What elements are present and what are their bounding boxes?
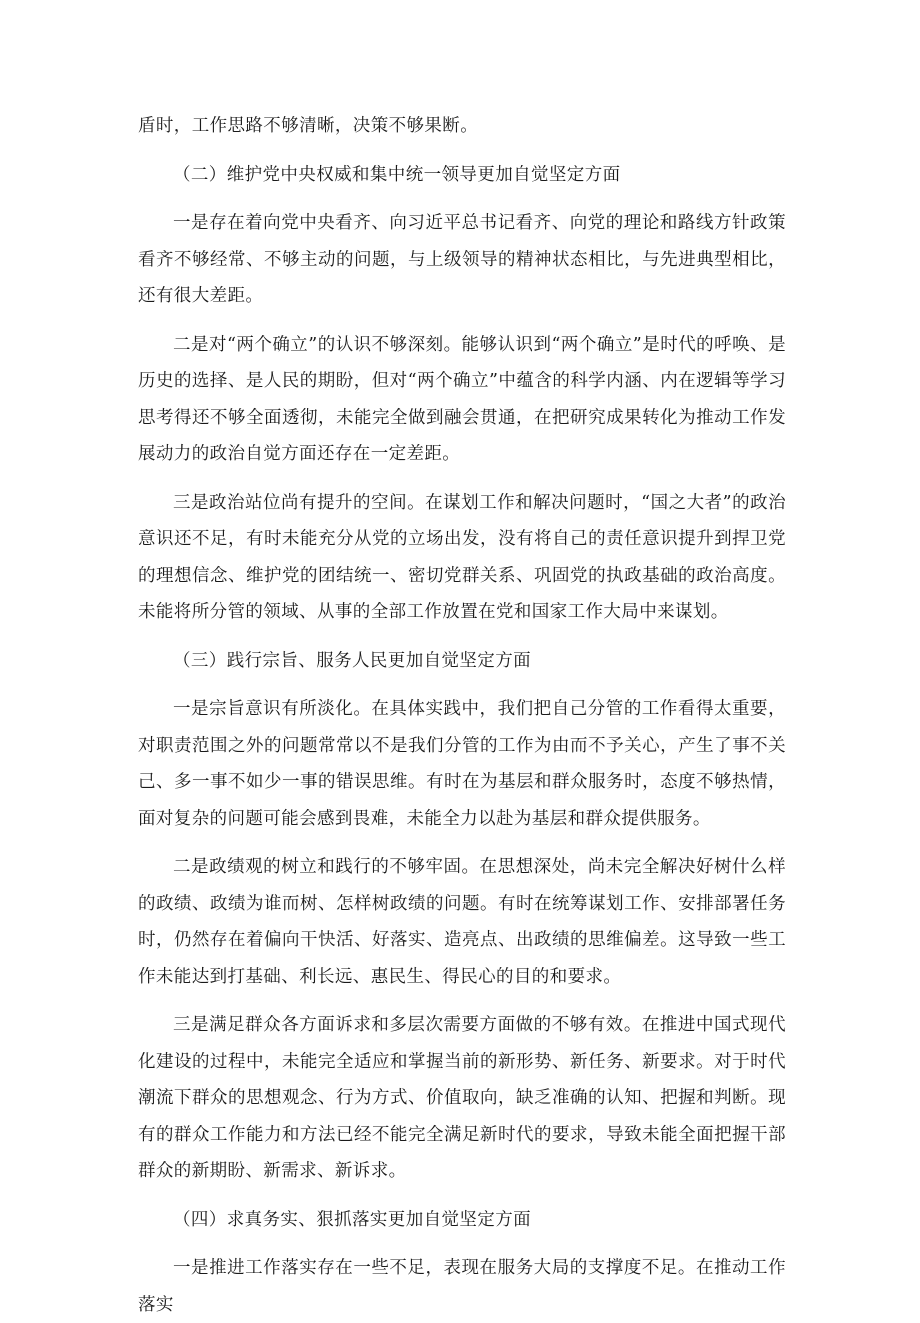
paragraph-gap [138,145,786,157]
paragraph-gap [138,679,786,691]
section-heading-4: （四）求真务实、狠抓落实更加自觉坚定方面 [173,1209,531,1230]
paragraph-body: 二是政绩观的树立和践行的不够牢固。在思想深处，尚未完全解决好树什么样的政绩、政绩为谁而树、怎样树政绩的问题。有时在统筹谋划工作、安排部署任务时，仍然存在着偏向干快活、好落实、造亮点、出政绩的思维偏差。这导致一些工作未能达到打基础、利长远、惠民生、得民心的目的和要求。 [138,857,786,987]
section-heading-3: （三）践行宗旨、服务人民更加自觉坚定方面 [173,650,531,671]
paragraph-gap [138,837,786,849]
paragraph-gap [138,193,786,205]
section-heading-2: （二）维护党中央权威和集中统一领导更加自觉坚定方面 [173,164,621,185]
paragraph-body: 三是政治站位尚有提升的空间。在谋划工作和解决问题时，“国之大者”的政治意识还不足，有时未能充分从党的立场出发，没有将自己的责任意识提升到捍卫党的理想信念、维护党的团结统一、密切党群关系、巩固党的执政基础的政治高度。未能将所分管的领域、从事的全部工作放置在党和国家工作大局中来谋划。 [138,492,786,622]
paragraph-gap [138,631,786,643]
paragraph-continuation: 盾时，工作思路不够清晰，决策不够果断。 [138,116,479,136]
document-page [138,108,786,1323]
paragraph-gap [138,1238,786,1250]
paragraph-gap [138,995,786,1007]
paragraph-gap [138,473,786,485]
paragraph-gap [138,1190,786,1202]
paragraph-body: 三是满足群众各方面诉求和多层次需要方面做的不够有效。在推进中国式现代化建设的过程中，未能完全适应和掌握当前的新形势、新任务、新要求。对于时代潮流下群众的思想观念、行为方式、价值取向，缺乏准确的认知、把握和判断。现有的群众工作能力和方法已经不能完全满足新时代的要求，导致未能全面把握干部群众的新期盼、新需求、新诉求。 [138,1015,786,1181]
paragraph-gap [138,315,786,327]
paragraph-body: 一是存在着向党中央看齐、向习近平总书记看齐、向党的理论和路线方针政策看齐不够经常、不够主动的问题，与上级领导的精神状态相比，与先进典型相比，还有很大差距。 [138,213,786,306]
paragraph-body: 二是对“两个确立”的认识不够深刻。能够认识到“两个确立”是时代的呼唤、是历史的选择、是人民的期盼，但对“两个确立”中蕴含的科学内涵、内在逻辑等学习思考得还不够全面透彻，未能完全做到融会贯通，在把研究成果转化为推动工作发展动力的政治自觉方面还存在一定差距。 [138,334,786,464]
paragraph-body: 一是宗旨意识有所淡化。在具体实践中，我们把自己分管的工作看得太重要，对职责范围之外的问题常常以不是我们分管的工作为由而不予关心，产生了事不关己、多一事不如少一事的错误思维。有时在为基层和群众服务时，态度不够热情，面对复杂的问题可能会感到畏难，未能全力以赴为基层和群众提供服务。 [138,699,786,829]
paragraph-body: 一是推进工作落实存在一些不足，表现在服务大局的支撑度不足。在推动工作落实 [138,1258,786,1315]
